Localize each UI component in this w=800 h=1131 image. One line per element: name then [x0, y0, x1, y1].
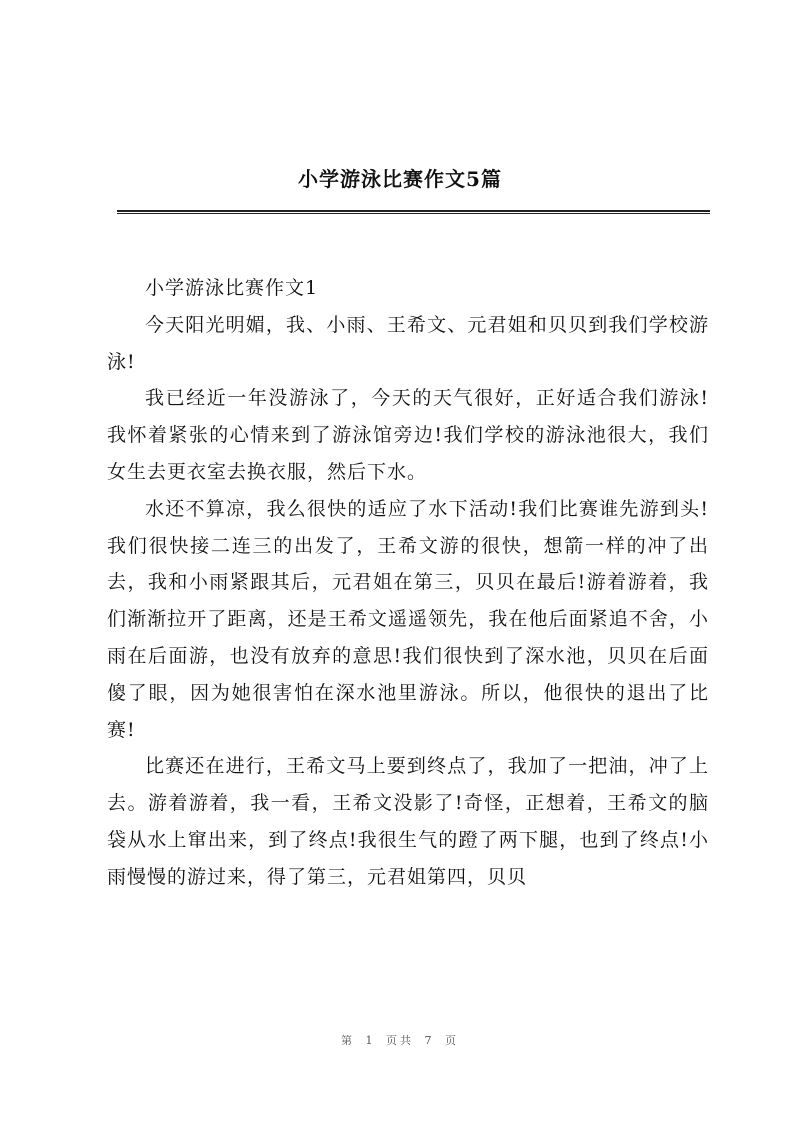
current-page-number: 1: [365, 1034, 376, 1047]
paragraph: 我已经近一年没游泳了，今天的天气很好，正好适合我们游泳!我怀着紧张的心情来到了游泳馆旁边!我们学校的游泳池很大，我们女生去更衣室去换衣服，然后下水。: [107, 387, 709, 483]
paragraph: 比赛还在进行，王希文马上要到终点了，我加了一把油，冲了上去。游着游着，我一看，王希文没影了!奇怪，正想着，王希文的脑袋从水上窜出来，到了终点!我很生气的蹬了两下腿，也到了终点!小雨慢慢的游过来，得了第三，元君姐第四，贝贝: [107, 755, 709, 888]
total-page-count: 7: [424, 1034, 435, 1047]
paragraph: 水还不算凉，我么很快的适应了水下活动!我们比赛谁先游到头!我们很快接二连三的出发了，王希文游的很快，想箭一样的冲了出去，我和小雨紧跟其后，元君姐在第三，贝贝在最后!游着游着，我们渐渐拉开了距离，还是王希文遥遥领先，我在他后面紧追不舍，小雨在后面游，也没有放弃的意思!我们很快到了深水池，贝贝在后面傻了眼，因为她很害怕在深水池里游泳。所以，他很快的退出了比赛!: [107, 497, 709, 741]
document-body: [107, 270, 709, 896]
essay-heading: 小学游泳比赛作文1: [145, 277, 319, 299]
document-title: 小学游泳比赛作文5篇: [298, 167, 502, 191]
title-divider: [117, 210, 710, 214]
footer-prefix: 第: [341, 1034, 355, 1047]
paragraph: 今天阳光明媚，我、小雨、王希文、元君姐和贝贝到我们学校游泳!: [107, 313, 709, 373]
page-footer: [0, 1032, 800, 1048]
footer-suffix: 页: [445, 1034, 459, 1047]
footer-middle: 页共: [386, 1034, 414, 1047]
